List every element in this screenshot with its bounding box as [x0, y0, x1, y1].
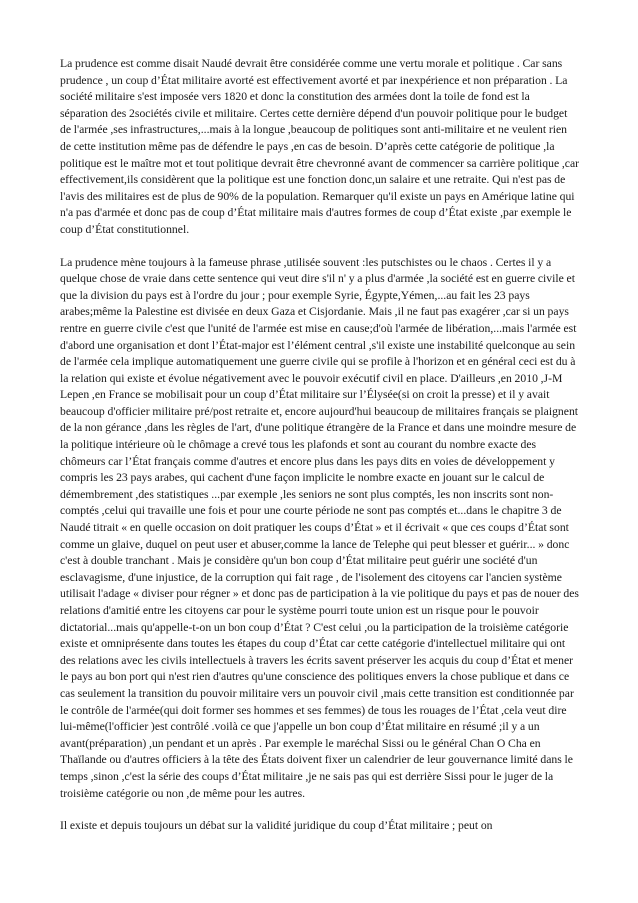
paragraph-2: La prudence mène toujours à la fameuse phrase ,utilisée souvent :les putschistes ou le chaos . Certes il y a quelque chose de vraie dans cette sentence qui veut dire s'il n' y a plus d'armée ,la société est en guerre civile et que la division du pays est à l'ordre du jour ; pour exemple Syrie, Égypte,Yémen,...au fait les 23 pays arabes;même la Palestine est divisée en deux Gaza et Cisjordanie. Mais ,il ne faut pas exagérer ,car si un pays rentre en guerre civile c'est que l'unité de l'armée est mise en cause;d'où l'armée de libération,...mais l'armée est d'abord une organisation et dont l’État-major est l’élément central ,s'il existe une instabilité quelconque au sein de l'armée cela implique automatiquement une guerre civile qui se profile à l'horizon et en général ceci est du à la relation qui existe et évolue négativement avec le pouvoir exécutif civil en place. D'ailleurs ,en 2010 ,J-M Lepen ,en France se mobilisait pour un coup d’État militaire sur l’Élysée(si on croit la presse) et il y avait beaucoup d'officier militaire pré/post retraite et, encore aujourd'hui beaucoup de militaires français se plaignent de la non gérance ,dans les règles de l'art, d'une politique étrangère de la France et dans une moindre mesure de la politique intérieure où le chômage a crevé tous les plafonds et sont au courant du nombre exacte des chômeurs car l’État français comme d'autres et encore plus dans les pays dits en voies de développement y compris les 23 pays arabes, qui cachent d'une façon implicite le nombre exacte en jouant sur le calcul de démembrement ,des statistiques ...par exemple ,les seniors ne sont plus comptés, les non inscrits sont non-comptés ,celui qui travaille une fois et pour une courte période ne sont pas comptés et...dans le chapitre 3 de Naudé titrait « en quelle occasion on doit pratiquer les coups d’État » et il écrivait « que ces coups d’État sont comme un glaive, duquel on peut user et abuser,comme la lance de Telephe qui peut blesser et guérir... » donc c'est à double tranchant . Mais je considère qu'un bon coup d’État militaire peut guérir une société d'un esclavagisme, d'une injustice, de la corruption qui fait rage , de l'isolement des citoyens car l'ancien système utilisait l'adage « diviser pour régner » et donc pas de participation à la vie politique du pays et pas de nouer des relations d'amitié entre les citoyens car pour le système pourri toute union est un risque pour le pouvoir dictatorial...mais qu'appelle-t-on un bon coup d’État ? C'est celui ,ou la participation de la troisième catégorie existe et omniprésente dans toutes les étapes du coup d’État car cette catégorie d'intellectuel militaire qui ont des relations avec les civils intellectuels à travers les écrits savent préserver les acquis du coup d’État et mener le pays au bon port qui n'est rien d'autres qu'une conscience des politiques envers la chose publique et dans ce cas seulement la transition du pouvoir militaire vers un pouvoir civil ,mais cette transition est conditionnée par le contrôle de l'armée(qui doit former ses hommes et ses femmes) de tous les rouages de l’État ,cela veut dire lui-même(l'officier )est contrôlé .voilà ce que j'appelle un bon coup d’État militaire en résumé ;il y a un avant(préparation) ,un pendant et un après . Par exemple le maréchal Sissi ou le général Chan O Cha en Thaïlande ou d'autres officiers à la tête des États doivent fixer un calendrier de leur gouvernance limité dans le temps ,sinon ,c'est la série des coups d’État militaire ,je ne sais pas qui est derrière Sissi pour le juger de la troisième catégorie ou non ,de même pour les autres. — [60, 255, 579, 800]
paragraph-1: La prudence est comme disait Naudé devrait être considérée comme une vertu morale et politique . Car sans prudence , un coup d’État militaire avorté est effectivement avorté et par inexpérience et non préparation . La société militaire s'est imposée vers 1820 et donc la constitution des armées dont la toile de fond est la séparation des 2sociétés civile et militaire. Certes cette dernière dépend d'un pouvoir politique pour le budget de l'armée ,ses infrastructures,...mais à la longue ,beaucoup de politiques sont anti-militaire et ne veulent rien de cette institution même pas de défendre le pays ,en cas de besoin. D’après cette catégorie de politique ,la politique est le maître mot et tout politique devrait être chevronné avant de commencer sa carrière politique ,car effectivement,ils considèrent que la politique est une fonction donc,un salaire et une retraite. Qui n'est pas de l'avis des militaires est de plus de 90% de la population. Remarquer qu'il existe un pays en Amérique latine qui n'a pas d'armée et donc pas de coup d’État militaire mais d'autres formes de coup d’État existe ,par exemple le coup d’État constitutionnel. — [60, 57, 580, 236]
document-body — [60, 56, 580, 835]
paragraph-3: Il existe et depuis toujours un débat sur la validité juridique du coup d’État militaire ; peut on — [60, 819, 493, 833]
